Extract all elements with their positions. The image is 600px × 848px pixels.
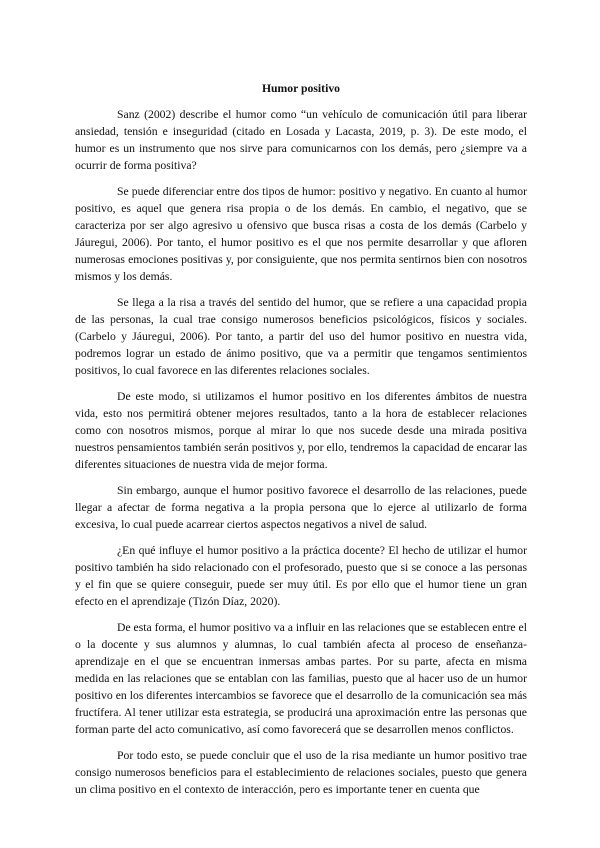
paragraph-1: Sanz (2002) describe el humor como “un vehículo de comunicación útil para liberar ansiedad, tensión e inseguridad (citado en Losada y Lacasta, 2019, p. 3). De este modo, el humor es un instrumento que nos sirve para comunicarnos con los demás, pero ¿siempre va a ocurrir de forma positiva? xyxy=(75,108,527,172)
paragraph-4: De este modo, si utilizamos el humor positivo en los diferentes ámbitos de nuestra vida, esto nos permitirá obtener mejores resultados, tanto a la hora de establecer relaciones como con nosotros mismos, porque al mirar lo que nos sucede desde una mirada positiva nuestros pensamientos también serán positivos y, por ello, tendremos la capacidad de encarar las diferentes situaciones de nuestra vida de mejor forma. xyxy=(75,390,527,471)
paragraph-3: Se llega a la risa a través del sentido del humor, que se refiere a una capacidad propia de las personas, la cual trae consigo numerosos beneficios psicológicos, físicos y sociales. (Carbelo y Jáuregui, 2006). Por tanto, a partir del uso del humor positivo en nuestra vida, podremos lograr un estado de ánimo positivo, que va a permitir que tengamos sentimientos positivos, lo cual favorece en las diferentes relaciones sociales. xyxy=(75,296,527,377)
paragraph-6: ¿En qué influye el humor positivo a la práctica docente? El hecho de utilizar el humor positivo también ha sido relacionado con el profesorado, puesto que si se conoce a las personas y el fin que se quiere conseguir, puede ser muy útil. Es por ello que el humor tiene un gran efecto en el aprendizaje (Tizón Díaz, 2020). xyxy=(75,544,527,608)
document-title: Humor positivo xyxy=(261,82,341,95)
paragraph-7: De esta forma, el humor positivo va a influir en las relaciones que se establecen entre el o la docente y sus alumnos y alumnas, lo cual también afecta al proceso de enseñanza-aprendizaje en el que se encuentran inmersas ambas partes. Por su parte, afecta en misma medida en las relaciones que se entablan con las familias, puesto que al hacer uso de un humor positivo en los diferentes intercambios se favorece que el desarrollo de la comunicación sea más fructífera. Al tener utilizar esta estrategia, se producirá una aproximación entre las personas que forman parte del acto comunicativo, así como favorecerá que se desarrollen menos conflictos. xyxy=(75,621,527,736)
paragraph-2: Se puede diferenciar entre dos tipos de humor: positivo y negativo. En cuanto al humor positivo, es aquel que genera risa propia o de los demás. En cambio, el negativo, que se caracteriza por ser algo agresivo u ofensivo que busca risas a costa de los demás (Carbelo y Jáuregui, 2006). Por tanto, el humor positivo es el que nos permite desarrollar y que afloren numerosas emociones positivas y, por consiguiente, que nos permita sentirnos bien con nosotros mismos y los demás. xyxy=(75,185,527,283)
paragraph-8: Por todo esto, se puede concluir que el uso de la risa mediante un humor positivo trae consigo numerosos beneficios para el establecimiento de relaciones sociales, puesto que genera un clima positivo en el contexto de interacción, pero es importante tener en cuenta que xyxy=(75,749,527,796)
paragraph-5: Sin embargo, aunque el humor positivo favorece el desarrollo de las relaciones, puede llegar a afectar de forma negativa a la propia persona que lo ejerce al utilizarlo de forma excesiva, lo cual puede acarrear ciertos aspectos negativos a nivel de salud. xyxy=(75,484,527,531)
document-page xyxy=(75,80,527,807)
